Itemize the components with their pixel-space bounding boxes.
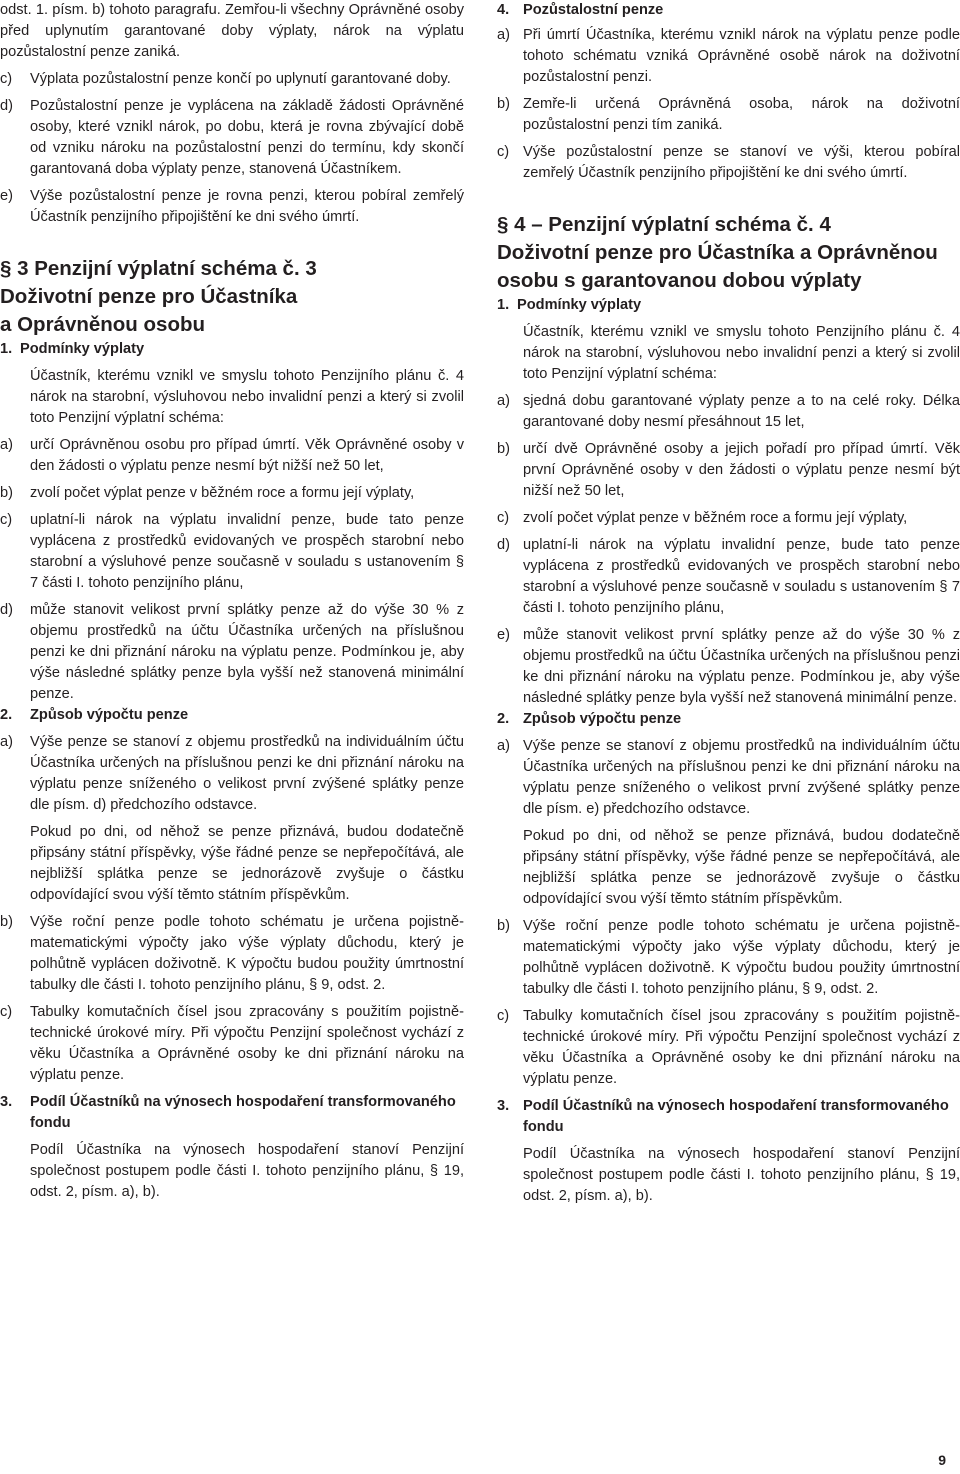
item-text: uplatní-li nárok na výplatu invalidní penze, bude tato penze vyplácena z prostředků evidovaných ve prospěch starobní nebo starobní a výsluhové penze současně v souladu s ustanovením § 7 části I. tohoto penzijního plánu, (523, 537, 960, 616)
item-text: Výše roční penze podle tohoto schématu je určena pojistně-matematickými výpočty jako výše výplaty důchodu, který je polhůtně vyplácen doživotně. K výpočtu budou použity úmrtnostní tabulky dle části I. tohoto penzijního plánu, § 9, odst. 2. (30, 914, 464, 993)
subsection-title (497, 709, 960, 730)
list-item (0, 732, 464, 816)
item-label: a) (497, 738, 510, 754)
item-text: uplatní-li nárok na výplatu invalidní penze, bude tato penze vyplácena z prostředků evidovaných ve prospěch starobní nebo starobní a výsluhové penze současně v souladu s ustanovením § 7 části I. tohoto penzijního plánu, (30, 512, 464, 591)
item-text: Výše pozůstalostní penze je rovna penzi, kterou pobíral zemřelý Účastník penzijního připojištění ke dni svého úmrtí. (30, 188, 464, 225)
paragraph: Pokud po dni, od něhož se penze přiznává, budou dodatečně připsány státní příspěvky, výše řádné penze se nepřepočítává, ale nejbližší splátka penze se jednorázově zvyšuje o částku odpovídající svou výší těmto státním příspěvkům. (523, 828, 960, 907)
item-text: Pozůstalostní penze (523, 2, 664, 18)
item-label: 1. (497, 297, 510, 313)
paragraph: Podíl Účastníka na výnosech hospodaření stanoví Penzijní společnost postupem podle části I. tohoto penzijního plánu, § 19, odst. 2, písm. a), b). (523, 1146, 960, 1204)
item-text: může stanovit velikost první splátky penze až do výše 30 % z objemu prostředků na účtu Účastníka určených na příslušnou penzi ke dni přiznání nároku na výplatu penze. Podmínkou je, aby výše následné splátky penze byla vyšší než stanovená minimální penze. (30, 602, 464, 702)
item-text: Podmínky výplaty (517, 297, 642, 313)
item-label: 2. (0, 707, 13, 723)
item-label: b) (497, 96, 510, 112)
list-item (0, 186, 464, 228)
item-label: c) (497, 144, 510, 160)
list-item (0, 69, 464, 90)
heading-line: § 3 Penzijní výplatní schéma č. 3 (0, 257, 317, 280)
item-text: určí Oprávněnou osobu pro případ úmrtí. Věk Oprávněné osoby v den žádosti o výplatu penze nesmí být nižší než 50 let, (30, 437, 464, 474)
list-item (497, 142, 960, 184)
item-text: sjedná dobu garantované výplaty penze a to na celé roky. Délka garantované doby nesmí přesáhnout 15 let, (523, 393, 960, 430)
item-label: 1. (0, 341, 13, 357)
subsection-title (497, 1096, 960, 1138)
list-item (497, 25, 960, 88)
item-label: a) (497, 27, 510, 43)
item-label: 3. (497, 1098, 510, 1114)
item-text: může stanovit velikost první splátky penze až do výše 30 % z objemu prostředků na účtu Účastníka určených na příslušnou penzi ke dni přiznání nároku na výplatu penze. Podmínkou je, aby výše následné splátky penze byla vyšší než stanovená minimální penze. (523, 627, 960, 706)
heading-line: Doživotní penze pro Účastníka (0, 285, 298, 308)
item-text: Podíl Účastníků na výnosech hospodaření transformovaného fondu (523, 1098, 949, 1135)
paragraph: Pokud po dni, od něhož se penze přiznává, budou dodatečně připsány státní příspěvky, výše řádné penze se nepřepočítává, ale nejbližší splátka penze se jednorázově zvyšuje o částku odpovídající svou výší těmto státním příspěvkům. (30, 824, 464, 903)
item-label: a) (0, 437, 13, 453)
item-text: Způsob výpočtu penze (30, 707, 189, 723)
subsection-title (0, 705, 464, 726)
item-text: Výše pozůstalostní penze se stanoví ve výši, kterou pobíral zemřelý Účastník penzijního připojištění ke dni svého úmrtí. (523, 144, 960, 181)
item-label: 4. (497, 2, 510, 18)
left-column (0, 0, 464, 1203)
item-label: d) (0, 602, 13, 618)
list-item (0, 96, 464, 180)
list-item (497, 736, 960, 820)
heading-line: a Oprávněnou osobu (0, 313, 206, 336)
item-text: Tabulky komutačních čísel jsou zpracovány s použitím pojistně-technické úrokové míry. Při výpočtu Penzijní společnost vychází z věku Účastníka a Oprávněné osoby ke dni přiznání nároku na výplatu penze. (30, 1004, 464, 1083)
list-item (497, 625, 960, 709)
item-label: c) (497, 1008, 510, 1024)
list-item (0, 510, 464, 594)
item-text: Při úmrtí Účastníka, kterému vznikl nárok na výplatu penze podle tohoto schématu vzniká Oprávněné osobě nárok na doživotní pozůstalostní penzi. (523, 27, 960, 85)
item-text: Podmínky výplaty (20, 341, 145, 357)
item-label: d) (497, 537, 510, 553)
list-item (497, 508, 960, 529)
heading-line: § 4 – Penzijní výplatní schéma č. 4 (497, 213, 831, 236)
item-text: Výše penze se stanoví z objemu prostředků na individuálním účtu Účastníka určených na příslušnou penzi ke dni přiznání nároku na výplatu penze sníženého o velikost první zvýšené splátky penze dle písm. e) předchozího odstavce. (523, 738, 960, 817)
subsection-title (0, 339, 464, 360)
item-label: a) (497, 393, 510, 409)
item-text: Výše roční penze podle tohoto schématu je určena pojistně-matematickými výpočty jako výše výplaty důchodu, který je polhůtně vyplácen doživotně. K výpočtu budou použity úmrtnostní tabulky dle části I. tohoto penzijního plánu, § 9, odst. 2. (523, 918, 960, 997)
item-label: a) (0, 734, 13, 750)
item-text: Pozůstalostní penze je vyplácena na základě žádosti Oprávněné osoby, které vznikl nárok, po dobu, která je rovna zbývající době od vzniku nároku na pozůstalostní penzi do termínu, kdy skončí garantovaná doba výplaty penze, stanovená Účastníkem. (30, 98, 464, 177)
list-item (0, 912, 464, 996)
list-item (497, 391, 960, 433)
continuation-paragraph: odst. 1. písm. b) tohoto paragrafu. Zemřou-li všechny Oprávněné osoby před uplynutím garantované doby výplaty, nárok na výplatu pozůstalostní penze zaniká. (0, 2, 464, 60)
list-item (497, 535, 960, 619)
section-heading (0, 255, 464, 339)
list-item (497, 916, 960, 1000)
item-label: c) (497, 510, 510, 526)
item-label: c) (0, 1004, 13, 1020)
item-text: Výplata pozůstalostní penze končí po uplynutí garantované doby. (30, 71, 451, 87)
item-label: c) (0, 71, 13, 87)
item-label: e) (497, 627, 510, 643)
heading-line: Doživotní penze pro Účastníka a Oprávněnou (497, 241, 938, 264)
paragraph: Podíl Účastníka na výnosech hospodaření stanoví Penzijní společnost postupem podle části I. tohoto penzijního plánu, § 19, odst. 2, písm. a), b). (30, 1142, 464, 1200)
item-text: Podíl Účastníků na výnosech hospodaření transformovaného fondu (30, 1094, 456, 1131)
right-column (497, 0, 960, 1207)
item-label: c) (0, 512, 13, 528)
heading-line: osobu s garantovanou dobou výplaty (497, 269, 862, 292)
item-text: určí dvě Oprávněné osoby a jejich pořadí pro případ úmrtí. Věk první Oprávněné osoby v den žádosti o výplatu penze nesmí být nižší než 50 let, (523, 441, 960, 499)
item-text: Zemře-li určená Oprávněná osoba, nárok na doživotní pozůstalostní penzi tím zaniká. (523, 96, 960, 133)
page-number: 9 (938, 1452, 946, 1468)
item-text: Výše penze se stanoví z objemu prostředků na individuálním účtu Účastníka určených na příslušnou penzi ke dni přiznání nároku na výplatu penze sníženého o velikost první zvýšené splátky penze dle písm. d) předchozího odstavce. (30, 734, 464, 813)
section-heading (497, 211, 960, 295)
item-text: zvolí počet výplat penze v běžném roce a formu její výplaty, (30, 485, 415, 501)
item-label: 2. (497, 711, 510, 727)
item-label: b) (497, 441, 510, 457)
intro-paragraph: Účastník, kterému vznikl ve smyslu tohoto Penzijního plánu č. 4 nárok na starobní, výsluhovou nebo invalidní penzi a který si zvolil toto Penzijní výplatní schéma: (30, 368, 464, 426)
list-item (497, 439, 960, 502)
subsection-title (497, 0, 960, 21)
list-item (497, 94, 960, 136)
item-label: b) (0, 485, 13, 501)
item-label: e) (0, 188, 13, 204)
subsection-title (0, 1092, 464, 1134)
item-label: b) (0, 914, 13, 930)
list-item (497, 1006, 960, 1090)
item-label: b) (497, 918, 510, 934)
list-item (0, 1002, 464, 1086)
list-item (0, 600, 464, 705)
subsection-title (497, 295, 960, 316)
item-text: Způsob výpočtu penze (523, 711, 682, 727)
item-text: zvolí počet výplat penze v běžném roce a formu její výplaty, (523, 510, 908, 526)
intro-paragraph: Účastník, kterému vznikl ve smyslu tohoto Penzijního plánu č. 4 nárok na starobní, výsluhovou nebo invalidní penzi a který si zvolil toto Penzijní výplatní schéma: (523, 324, 960, 382)
item-text: Tabulky komutačních čísel jsou zpracovány s použitím pojistně-technické úrokové míry. Při výpočtu Penzijní společnost vychází z věku Účastníka a Oprávněné osoby ke dni přiznání nároku na výplatu penze. (523, 1008, 960, 1087)
list-item (0, 483, 464, 504)
list-item (0, 435, 464, 477)
item-label: 3. (0, 1094, 13, 1110)
item-label: d) (0, 98, 13, 114)
